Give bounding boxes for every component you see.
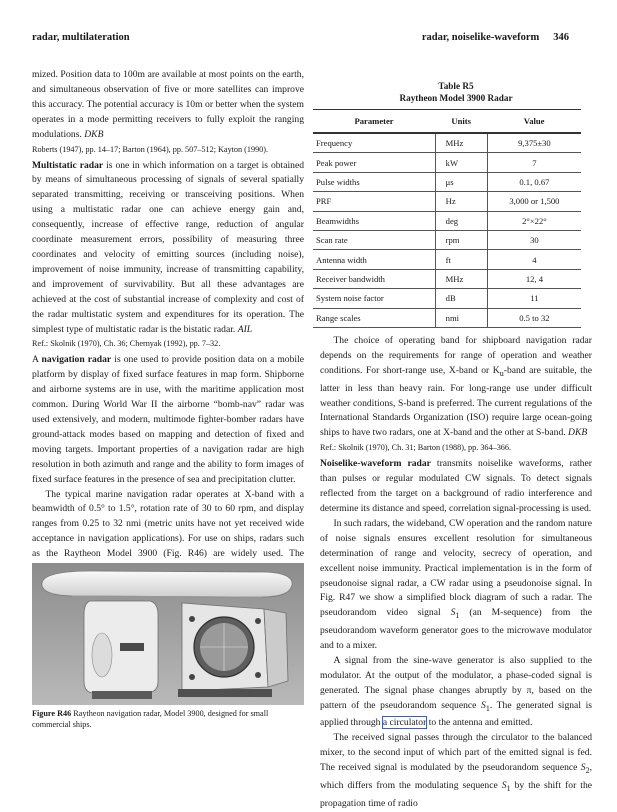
paragraph-signal: A signal from the sine-wave generator is also supplied to the modulator. At the output of the modulator, a phase-coded signal is generated. The signal phase changes abruptly by π, based on the pattern of the pseudorandom sequence $S_1$. The generated signal is applied through a circulator to the antenna and emitted. [320, 654, 592, 729]
table-cell-value: 9,375±30 [487, 133, 581, 153]
table-cell-value: 4 [487, 250, 581, 269]
table-cell-parameter: Scan rate [313, 230, 435, 249]
left-column [32, 68, 304, 577]
entry-term: Noiselike-waveform radar [320, 458, 431, 470]
circulator-link[interactable]: a circulator [382, 717, 427, 729]
antenna-radome [42, 571, 292, 597]
entry-term: Multistatic radar [32, 159, 104, 171]
table-subtitle: Raytheon Model 3900 Radar [399, 93, 513, 103]
table-header: Value [487, 110, 581, 134]
table-row [313, 289, 581, 308]
table-title: Table R5 [438, 81, 474, 91]
paragraph-typical: The typical marine navigation radar operates at X-band with a beamwidth of 0.5° to 1.5°, rotation rate of 30 to 60 rpm, and display ranges from 0.25 to 32 nmi (metric units have not yet received wide acceptance in navigation applications). For use on ships, radars such as the Raytheon Model 3900 (Fig. R46) are widely used. The [32, 488, 304, 560]
page-number: 346 [553, 32, 569, 43]
table-cell-units: μs [435, 172, 487, 191]
table-cell-value: 2°×22° [487, 211, 581, 230]
table-cell-parameter: Receiver bandwidth [313, 269, 435, 288]
table-cell-units: Hz [435, 192, 487, 211]
table-cell-units: kW [435, 153, 487, 172]
paragraph-wideband: In such radars, the wideband, CW operation and the random nature of noise signals ensures excellent resolution for simultaneous determination of range and velocity, secrecy of operation, and excellent noise immunity. Practical implementation is in the form of pseudonoise signal radar, a CW radar using a pseudonoise signal. In Fig. R47 we show a simplified block diagram of such a radar. The pseudorandom video signal $S_1$ (an M-sequence) from the pseudorandom waveform generator goes to the microwave modulator and to a mixer. [320, 517, 592, 652]
table-cell-value: 3,000 or 1,500 [487, 192, 581, 211]
table-cell-units: rpm [435, 230, 487, 249]
table-cell-units: dB [435, 289, 487, 308]
table-header: Units [435, 110, 487, 134]
paragraph-received: The received signal passes through the circulator to the balanced mixer, to the second input of which part of the emitted signal is fed. The received signal is modulated by the pseudorandom sequence $S_2$, which differs from the modulating sequence $S_1$ by the shift for the propagation time of radio [320, 732, 593, 809]
running-header-left: radar, multilateration [32, 32, 130, 43]
figure-label: Figure R46 [32, 709, 72, 718]
table-cell-value: 7 [487, 153, 581, 172]
table-cell-units: MHz [435, 133, 487, 153]
table-row [313, 308, 581, 327]
pedestal-unit [84, 601, 158, 699]
table-row [313, 172, 581, 191]
display-console [178, 603, 288, 697]
entry-multistatic-radar: Multistatic radar is one in which information on a target is obtained by means of simultaneous processing of signals of several spatially separated transmitting, receiving or transceiving positions. When using a multistatic radar one can achieve energy gain and, consequently, increase of effective range, reduction of angular coordinate measurement errors, possibility of measuring three coordinates and velocity of emitting sources (including noise), improvement of noise immunity, increase of transmitting capability, and improvement of survivability. But all these advantages are achieved at the cost of substantial increase of complexity and cost of the radar multistatic system and expenditures for its operation. The simplest type of multistatic radar is the bistatic radar. AIL [32, 159, 304, 335]
table-cell-units: ft [435, 250, 487, 269]
table-cell-parameter: PRF [313, 192, 435, 211]
entry-noiselike-waveform-radar: Noiselike-waveform radar transmits noiselike waveforms, rather than pulses or regular modulated CW signals. To detect signals reflected from the target on a background of radio interference and determine its distance and speed, correlation signal-processing is used. [320, 458, 592, 514]
table-cell-value: 0.5 to 32 [487, 308, 581, 327]
table-cell-units: nmi [435, 308, 487, 327]
table-row [313, 153, 581, 172]
table-cell-parameter: Antenna width [313, 250, 435, 269]
table-cell-parameter: Pulse widths [313, 172, 435, 191]
table-cell-value: 12, 4 [487, 269, 581, 288]
table-row [313, 250, 581, 269]
running-header-right-title: radar, noiselike-waveform [421, 32, 540, 43]
table-cell-parameter: Peak power [313, 153, 435, 172]
reference-line: Ref.: Skolnik (1970), Ch. 36; Chernyak (1992), pp. 7–32. [32, 339, 221, 349]
table-row [313, 133, 581, 153]
running-header-right [422, 32, 569, 43]
paragraph-continuation: mized. Position data to 100m are available at most points on the earth, and simultaneous observation of five or more satellites can improve this accuracy. The potential accuracy is 10m or better when the system operates in a mode permitting receivers to fully exploit the ranging modulations. DKB [32, 69, 304, 140]
figure-r46-photo [32, 563, 304, 705]
table-row [313, 230, 581, 249]
table-cell-parameter: Beamwidths [313, 211, 435, 230]
table-cell-value: 11 [487, 289, 581, 308]
reference-line: Roberts (1947), pp. 14–17; Barton (1964), pp. 507–512; Kayton (1990). [32, 144, 269, 154]
table-cell-parameter: Range scales [313, 308, 435, 327]
table-row [313, 269, 581, 288]
author-initials: DKB [84, 128, 104, 140]
table-r5 [313, 109, 581, 328]
table-cell-value: 0.1, 0.67 [487, 172, 581, 191]
table-row [313, 192, 581, 211]
table-header-row [313, 110, 581, 134]
table-caption [320, 80, 592, 104]
right-column [320, 334, 592, 812]
paragraph-operating-band: The choice of operating band for shipboard navigation radar depends on the requirements for range of operation and weather conditions. For short-range use, X-band or $K_u$-band are suitable, the latter in less than heavy rain. For long-range use under difficult weather conditions, S-band is preferred. The current regulations of the International Standards Organization (ISO) require large ocean-going ships to have two radars, one at X-band and the other at S-band. DKB [320, 335, 593, 439]
table-cell-parameter: System noise factor [313, 289, 435, 308]
table-cell-units: MHz [435, 269, 487, 288]
table-cell-value: 30 [487, 230, 581, 249]
table-header: Parameter [313, 110, 435, 134]
author-initials: DKB [568, 427, 588, 439]
entry-term: navigation radar [41, 354, 112, 366]
figure-caption: Figure R46 Raytheon navigation radar, Model 3900, designed for small commercial ships. [32, 709, 269, 729]
entry-navigation-radar: A navigation radar is one used to provide position data on a mobile platform by display of fixed surface features in map form. Shipborne and airborne systems are in use, with the maritime application most common. During World War II the airborne “bomb-nav” radar was used extensively, and modern, multimode fighter-bomber radars have ground-attack modes based on mapping and detection of fixed and moving targets. Important properties of a navigation radar are high resolution in both azimuth and range and the ability to form images of fixed surface features in the presence of sea and precipitation clutter. [32, 354, 304, 485]
table-row [313, 211, 581, 230]
reference-line: Ref.: Skolnik (1970), Ch. 31; Barton (1988), pp. 364–366. [320, 443, 512, 453]
table-cell-parameter: Frequency [313, 133, 435, 153]
table-cell-units: deg [435, 211, 487, 230]
author-initials: AIL [237, 323, 253, 335]
